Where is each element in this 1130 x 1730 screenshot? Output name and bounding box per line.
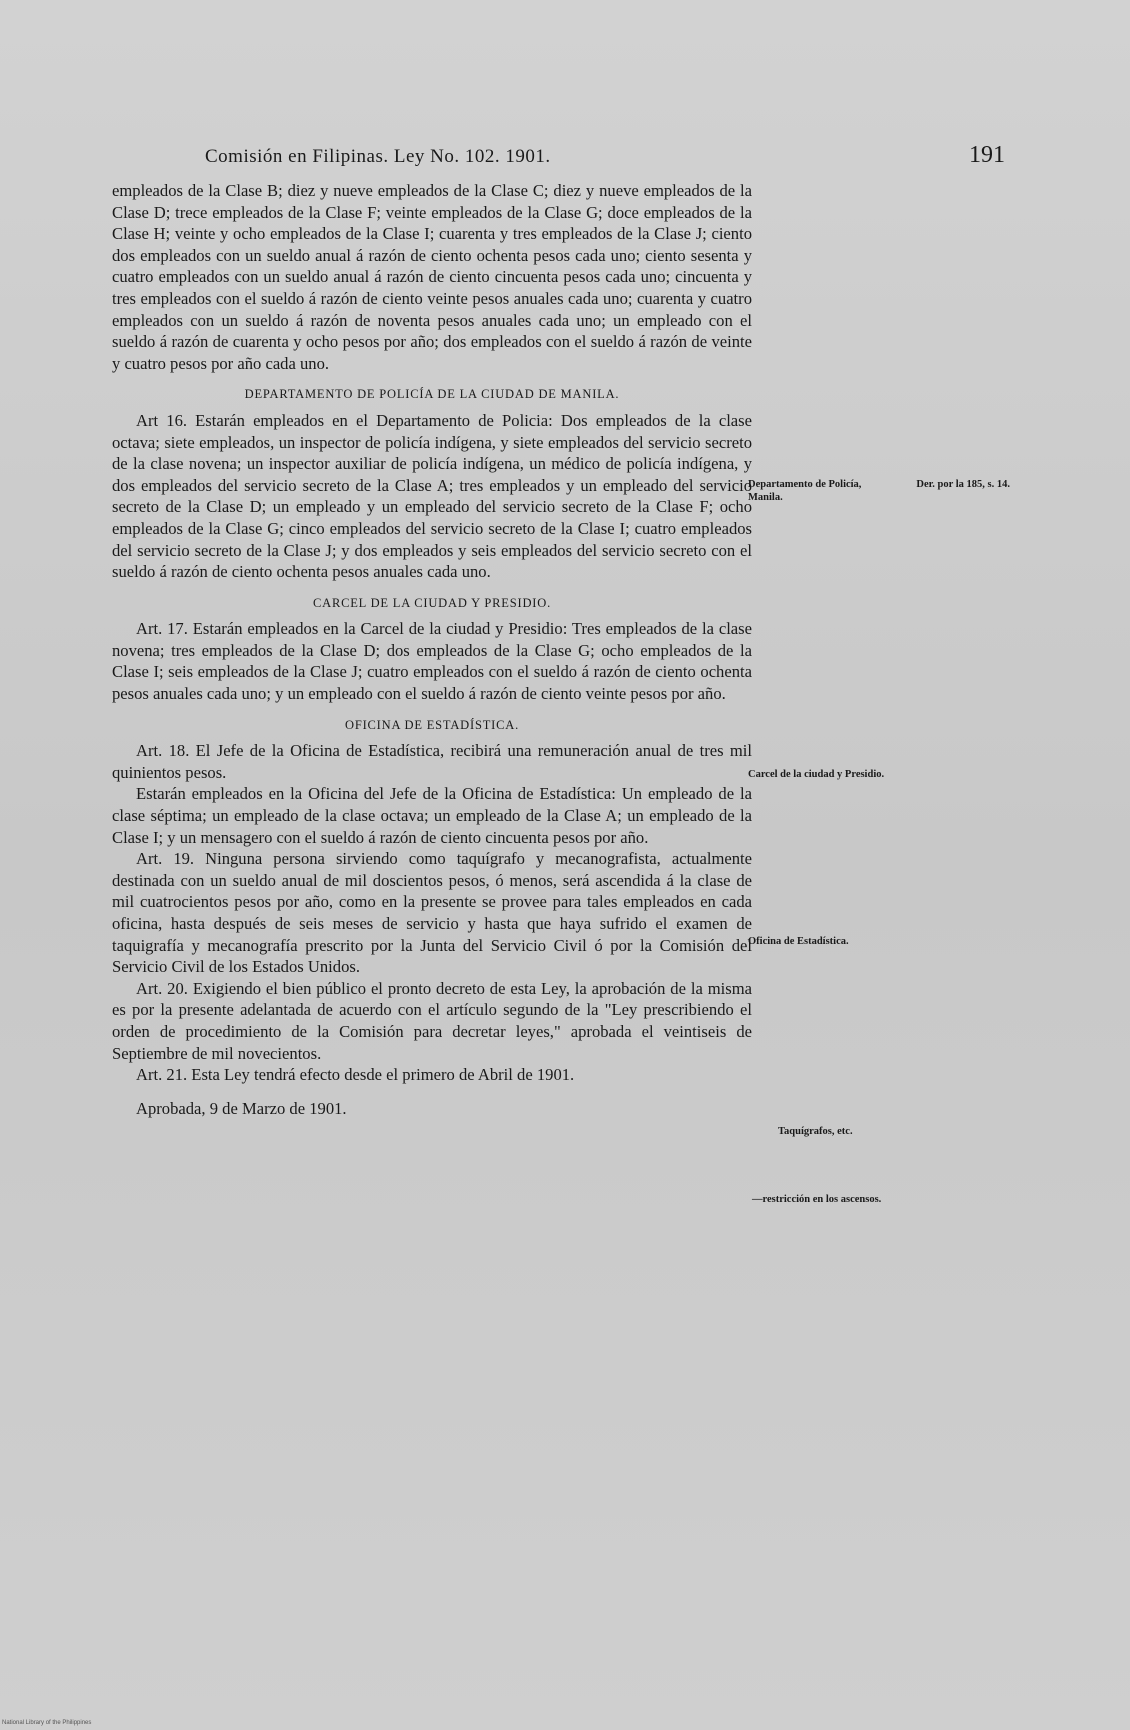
article-21: Art. 21. Esta Ley tendrá efecto desde el primero de Abril de 1901. — [136, 1065, 575, 1085]
footer-credit: National Library of the Philippines — [2, 1720, 92, 1726]
section-heading-carcel: CARCEL DE LA CIUDAD Y PRESIDIO. — [313, 595, 551, 610]
margin-note-oficina: Oficina de Estadística. — [748, 936, 849, 947]
page-number: 191 — [969, 142, 1005, 168]
approval-date: Aprobada, 9 de Marzo de 1901. — [136, 1098, 347, 1118]
section-heading-oficina: OFICINA DE ESTADÍSTICA. — [345, 717, 519, 732]
paragraph-continuation: empleados de la Clase B; diez y nueve empleados de la Clase C; diez y nueve empleados de la Clase D; trece empleados de la Clase F; veinte empleados de la Clase G; doce empleados de la Clase H; veinte y ocho empleados de la Clase I; cuarenta y tres empleados de la Clase J; ciento dos empleados con un sueldo anual á razón de ciento ochenta pesos cada uno; ciento sesenta y cuatro empleados con un sueldo anual á razón de ciento cincuenta pesos cada uno; cincuenta y tres empleados con el sueldo á razón de ciento veinte pesos anuales cada uno; cuarenta y cuatro empleados con un sueldo á razón de noventa pesos anuales cada uno; un empleado con el sueldo á razón de cuarenta y ocho pesos por año; dos empleados con el sueldo á razón de veinte y cuatro pesos por año cada uno. — [112, 181, 752, 373]
body-text — [112, 180, 752, 1119]
article-16: Art 16. Estarán empleados en el Departamento de Policia: Dos empleados de la clase octava; siete empleados, un inspector de policía indígena, y siete empleados del servicio secreto de la clase novena; un inspector auxiliar de policía indígena, un médico de policía indígena, y dos empleados del servicio secreto de la Clase A; tres empleados y un empleado del servicio secreto de la Clase D; un empleado y un empleado del servicio secreto de la Clase F; ocho empleados de la Clase G; cinco empleados del servicio secreto de la Clase I; cuatro empleados del servicio secreto de la Clase J; y dos empleados y seis empleados del servicio secreto con el sueldo á razón de ciento ochenta pesos anuales cada uno. — [112, 410, 752, 582]
margin-note-restriccion: —restricción en los ascensos. — [752, 1194, 882, 1205]
article-20: Art. 20. Exigiendo el bien público el pronto decreto de esta Ley, la aprobación de la misma es por la presente adelantada de acuerdo con el artículo segundo de la "Ley prescribiendo el orden de procedimiento de la Comisión para decretar leyes," aprobada el veintiseis de Septiembre de mil novecientos. — [112, 978, 752, 1063]
article-18-continued: Estarán empleados en la Oficina del Jefe de la Oficina de Estadística: Un empleado de la clase séptima; un empleado de la clase octava; un empleado de la Clase A; un empleado de la Clase I; y un mensagero con el sueldo á razón de ciento cincuenta pesos por año. — [112, 784, 752, 847]
page-header — [205, 142, 1005, 172]
article-19: Art. 19. Ninguna persona sirviendo como taquígrafo y mecanografista, actualmente destinada con un sueldo anual de mil doscientos pesos, ó menos, será ascendida á la clase de mil cuatrocientos pesos por año, como en la presente se provee para tales empleados en cada oficina, hasta después de seis meses de servicio y hasta que haya sufrido el examen de taquigrafía y mecanografía prescrito por la Junta del Servicio Civil ó por la Comisión del Servicio Civil de los Estados Unidos. — [112, 849, 752, 977]
margin-note-policia: Departamento de Policía, Manila. — [748, 479, 862, 503]
margin-note-taquigrafos: Taquígrafos, etc. — [778, 1126, 853, 1137]
margin-note-der: Der. por la 185, s. 14. — [916, 479, 1010, 490]
section-heading-policia: DEPARTAMENTO DE POLICÍA DE LA CIUDAD DE MANILA. — [244, 387, 620, 402]
margin-note-carcel: Carcel de la ciudad y Presidio. — [748, 769, 885, 780]
article-17: Art. 17. Estarán empleados en la Carcel de la ciudad y Presidio: Tres empleados de la clase novena; tres empleados de la Clase D; dos empleados de la Clase G; ocho empleados de la Clase I; seis empleados de la Clase J; cuatro empleados con el sueldo á razón de ciento ochenta pesos anuales cada uno; y un empleado con el sueldo á razón de ciento veinte pesos por año. — [112, 619, 752, 704]
running-head: Comisión en Filipinas. Ley No. 102. 1901. — [205, 146, 551, 167]
article-18: Art. 18. El Jefe de la Oficina de Estadística, recibirá una remuneración anual de tres mil quinientos pesos. — [112, 741, 752, 782]
